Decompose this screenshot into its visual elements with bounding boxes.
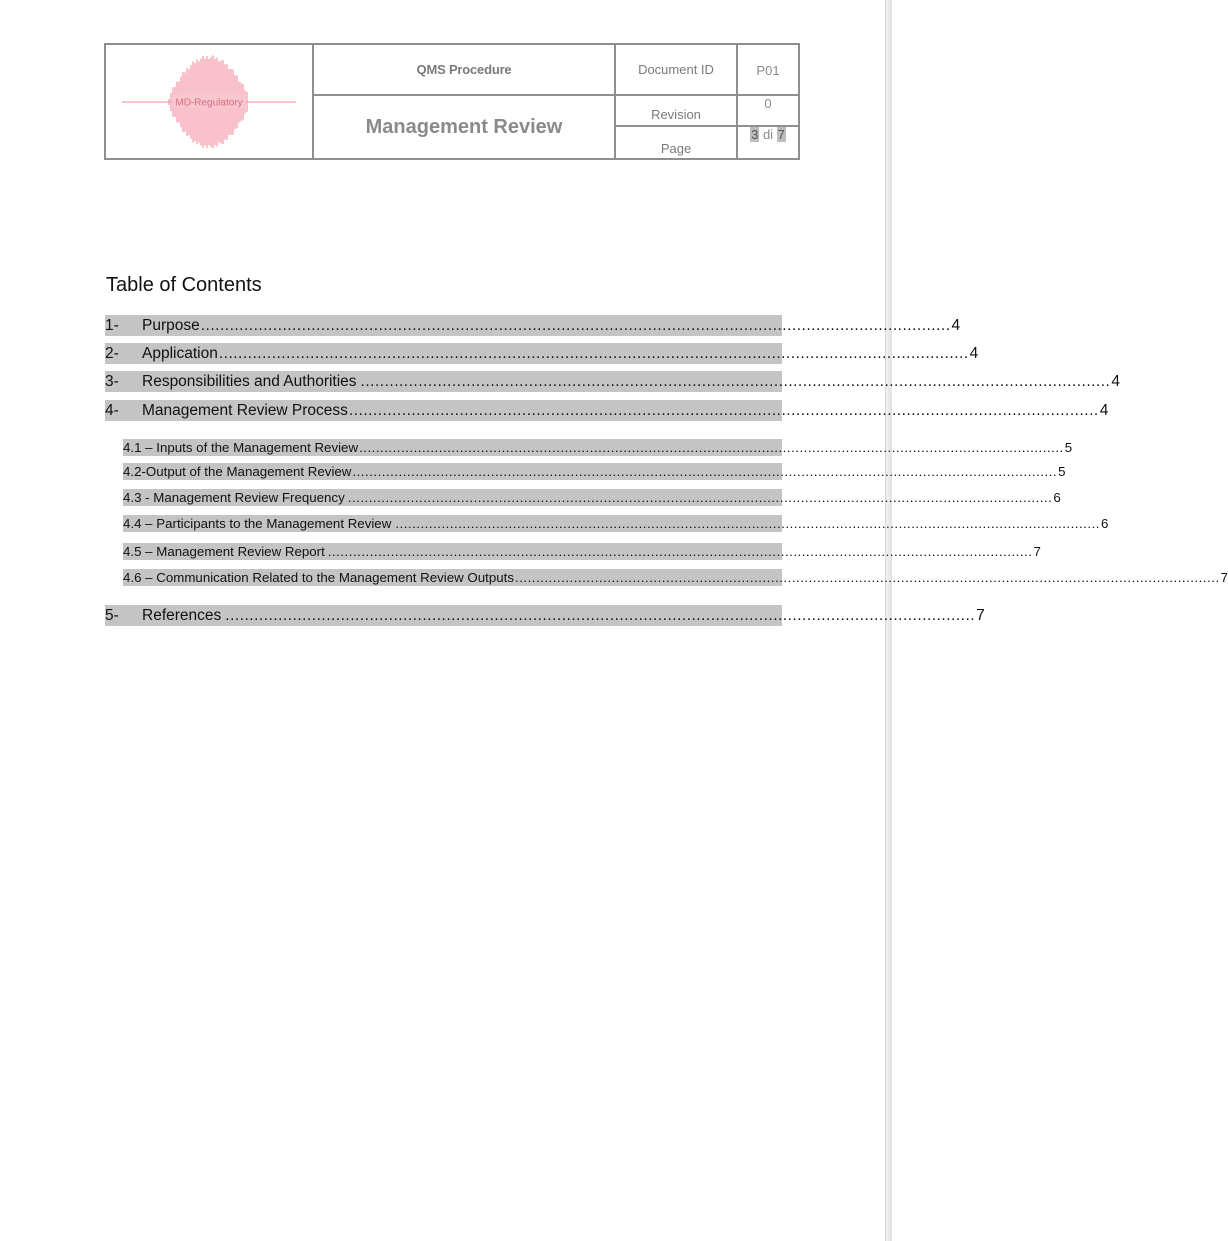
toc-entry-purpose[interactable] (105, 315, 961, 336)
toc-entry-title: Purpose (142, 317, 200, 334)
toc-entry-references[interactable] (105, 605, 985, 626)
toc-heading: Table of Contents (106, 274, 262, 296)
toc-leader: ........................................................................................................................................................................ (352, 464, 1058, 479)
toc-subentry-output[interactable] (123, 463, 1066, 480)
toc-entry-page: 7 (976, 607, 985, 624)
document-id-label: Document ID (638, 62, 714, 77)
toc-entry-title: 4.5 – Management Review Report (123, 544, 325, 559)
toc-entry-title: 4.6 – Communication Related to the Management Review Outputs (123, 570, 514, 585)
toc-entry-page: 4 (1111, 373, 1120, 390)
toc-leader: ............................................................................................................................................................ (360, 373, 1111, 390)
toc-entry-page: 4 (951, 317, 961, 334)
toc-entry-responsibilities[interactable] (105, 371, 1120, 392)
toc-entry-number: 5- (105, 607, 119, 624)
toc-subentry-report[interactable] (123, 543, 1041, 560)
toc-entry-page: 5 (1058, 464, 1066, 479)
page-current: 3 (751, 127, 759, 142)
toc-leader: ............................................................................................................................................................ (348, 402, 1099, 419)
page-label: Page (660, 141, 692, 156)
toc-entry-page: 4 (1099, 402, 1109, 419)
revision-value: 0 (764, 96, 772, 111)
toc-entry-management-review-process[interactable] (105, 400, 1109, 421)
toc-entry-title: 4.4 – Participants to the Management Review (123, 516, 392, 531)
toc-entry-title: Management Review Process (142, 402, 348, 419)
page-total: 7 (777, 127, 785, 142)
toc-leader: ........................................................................................................................................................................ (327, 544, 1033, 559)
toc-entry-page: 6 (1100, 516, 1109, 531)
toc-leader: ........................................................................................................................................................................ (515, 570, 1220, 585)
toc-entry-title: Application (142, 345, 218, 362)
toc-entry-title: References (142, 607, 222, 624)
toc-leader: ........................................................................................................................................................................ (347, 490, 1053, 505)
revision-label-cell (615, 95, 737, 126)
page-cell (737, 126, 799, 159)
document-id-cell (737, 44, 799, 95)
toc-subentry-frequency[interactable] (123, 489, 1061, 506)
page-label-cell (615, 126, 737, 159)
md-regulatory-logo (114, 57, 304, 147)
toc-entry-title: Responsibilities and Authorities (142, 373, 357, 390)
logo-text: MD-Regulatory (175, 97, 243, 108)
revision-cell (737, 95, 799, 126)
toc-entry-number: 2- (105, 345, 119, 362)
revision-label: Revision (651, 107, 701, 122)
toc-leader: ........................................................................................................................................................................ (359, 440, 1064, 455)
toc-entry-page: 5 (1064, 440, 1073, 455)
toc-subentry-inputs[interactable] (123, 439, 1073, 456)
toc-entry-title: 4.1 – Inputs of the Management Review (123, 440, 359, 455)
toc-leader: ............................................................................................................................................................ (200, 317, 951, 334)
title-cell (313, 95, 615, 159)
doc-type-cell (313, 44, 615, 95)
toc-entry-page: 4 (969, 345, 979, 362)
doc-type: QMS Procedure (416, 62, 512, 77)
toc-entry-number: 1- (105, 317, 119, 334)
document-title: Management Review (365, 115, 563, 138)
toc-entry-page: 7 (1220, 570, 1228, 585)
toc-entry-number: 3- (105, 373, 119, 390)
toc-entry-title: 4.3 - Management Review Frequency (123, 490, 345, 505)
document-header-table (104, 43, 800, 160)
toc-subentry-participants[interactable] (123, 515, 1109, 532)
toc-leader: ............................................................................................................................................................ (218, 345, 969, 362)
toc-entry-page: 6 (1053, 490, 1061, 505)
toc-leader: ........................................................................................................................................................................ (395, 516, 1100, 531)
toc-entry-application[interactable] (105, 343, 979, 364)
document-id-value: P01 (756, 63, 780, 78)
toc-entry-title: 4.2-Output of the Management Review (123, 464, 352, 479)
toc-leader: ............................................................................................................................................................ (225, 607, 976, 624)
document-id-label-cell (615, 44, 737, 95)
toc-subentry-communication[interactable] (123, 569, 1228, 586)
toc-entry-number: 4- (105, 402, 119, 419)
toc-entry-page: 7 (1033, 544, 1041, 559)
logo-cell (105, 44, 313, 159)
page-separator: di (759, 127, 777, 142)
